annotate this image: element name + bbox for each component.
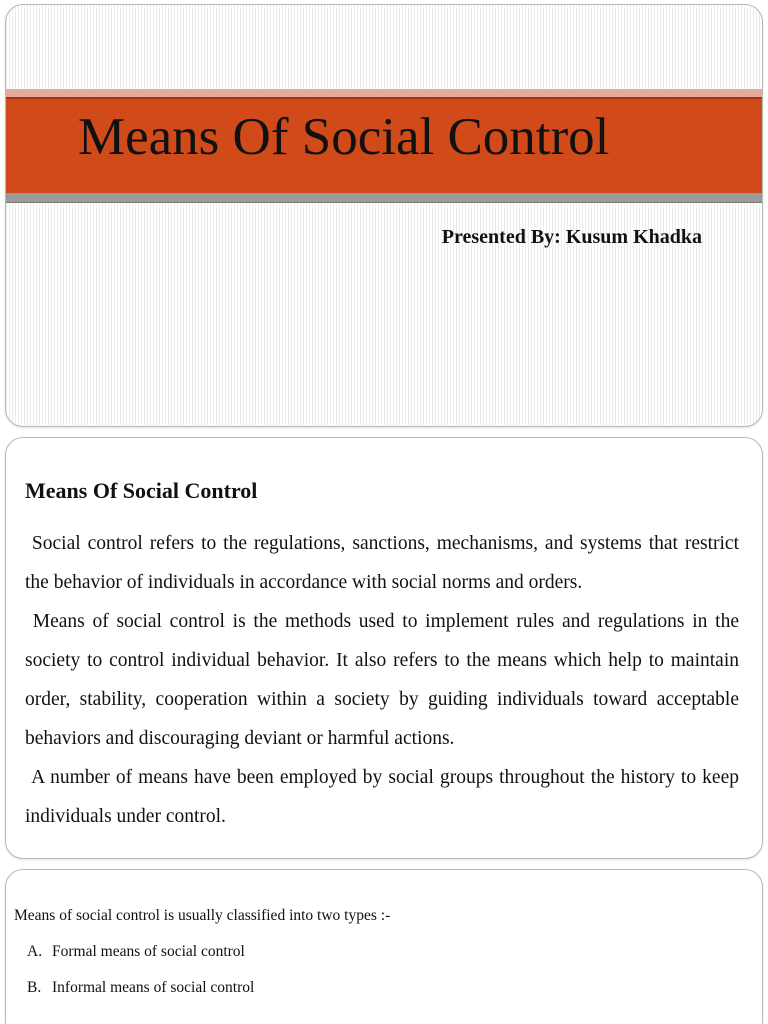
type-list [27, 942, 254, 1014]
classification-intro: Means of social control is usually classified into two types :- [14, 907, 391, 924]
list-item-label: Formal means of social control [52, 943, 245, 960]
definition-slide [5, 437, 763, 859]
classification-slide [5, 869, 763, 1024]
list-marker: A. [27, 943, 43, 960]
list-item-label: Informal means of social control [52, 979, 255, 996]
body-text [25, 524, 739, 836]
title-band-top-stripe [6, 89, 762, 97]
slide-title: Means Of Social Control [78, 108, 610, 166]
presenter-credit: Presented By: Kusum Khadka [441, 226, 702, 248]
paragraph-methods: Means of social control is the methods used to implement rules and regulations in the society to control individual behavior. It also refers to the means which help to maintain order, stability, cooperation within a society by guiding individuals toward acceptable behaviors and discouraging deviant or harmful actions. [25, 611, 739, 749]
title-band-bottom-stripe [6, 193, 762, 203]
paragraph-definition: Social control refers to the regulations, sanctions, mechanisms, and systems that restrict the behavior of individuals in accordance with social norms and orders. [25, 533, 739, 593]
paragraph-history: A number of means have been employed by social groups throughout the history to keep individuals under control. [25, 767, 739, 827]
list-marker: B. [27, 979, 42, 996]
section-heading: Means Of Social Control [25, 478, 258, 503]
title-slide [5, 4, 763, 427]
list-item-informal [27, 978, 254, 1014]
list-item-formal [27, 942, 254, 978]
